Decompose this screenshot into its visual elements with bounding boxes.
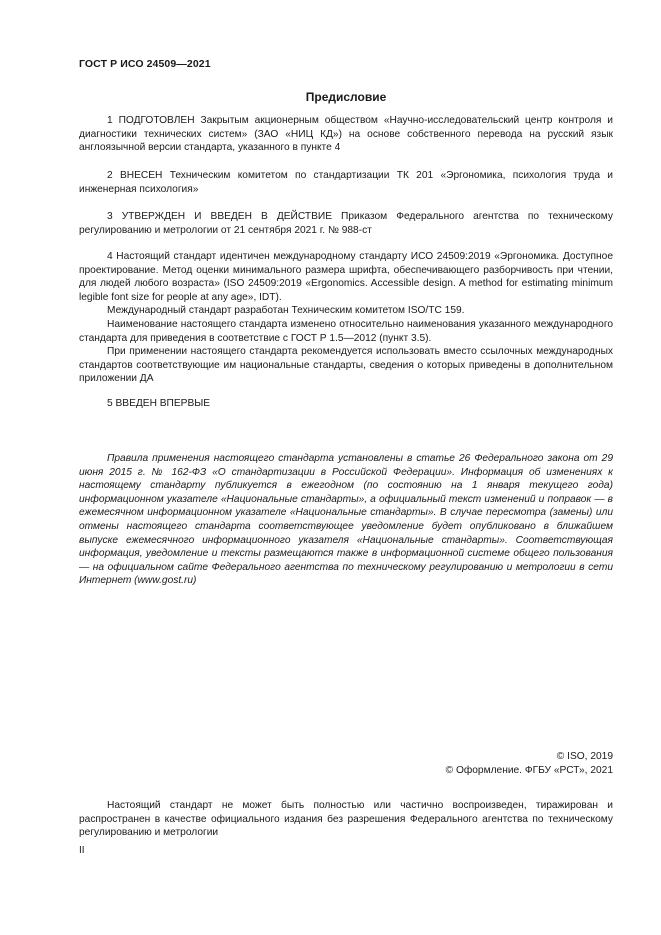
paragraph-item-4-refs: При применении настоящего стандарта рекомендуется использовать вместо ссылочных международных стандартов соответствующие им национальные стандарты, сведения о которых приведены в дополнительном приложении ДА [79, 346, 613, 385]
paragraph-item-3: 3 УТВЕРЖДЕН И ВВЕДЕН В ДЕЙСТВИЕ Приказом Федерального агентства по техническому регулированию и метрологии от 21 сентября 2021 г. № 988-ст [79, 211, 613, 236]
paragraph-item-4-tc: Международный стандарт разработан Техническим комитетом ISO/TC 159. [107, 305, 465, 316]
copyright-rst: © Оформление. ФГБУ «РСТ», 2021 [445, 765, 613, 776]
paragraph-item-1: 1 ПОДГОТОВЛЕН Закрытым акционерным обществом «Научно-исследовательский центр контроля и диагностики технических систем» (ЗАО «НИЦ КД») на основе собственного перевода на русский язык англоязычной версии стандарта, указанного в пункте 4 [79, 115, 613, 154]
reproduction-notice: Настоящий стандарт не может быть полностью или частично воспроизведен, тиражирован и распространен в качестве официального издания без разрешения Федерального агентства по техническому регулированию и метрологии [79, 800, 613, 839]
section-title: Предисловие [305, 90, 387, 104]
paragraph-item-4: 4 Настоящий стандарт идентичен международному стандарту ИСО 24509:2019 «Эргономика. Доступное проектирование. Метод оценки минимального размера шрифта, обеспечивающего разборчивость при чтении, для людей любого возраста» (ISO 24509:2019 «Ergonomics. Accessible design. A method for estimating minimum legible font size for people at any age», IDT). [79, 251, 613, 303]
paragraph-item-2: 2 ВНЕСЕН Техническим комитетом по стандартизации ТК 201 «Эргономика, психология труда и инженерная психология» [79, 170, 613, 195]
document-header: ГОСТ Р ИСО 24509—2021 [79, 58, 211, 70]
copyright-iso: © ISO, 2019 [556, 751, 613, 762]
notice-paragraph: Правила применения настоящего стандарта установлены в статье 26 Федерального закона от 29 июня 2015 г. № 162-ФЗ «О стандартизации в Российской Федерации». Информация об изменениях к настоящему стандарту публикуется в ежегодном (по состоянию на 1 января текущего года) информационном указателе «Национальные стандарты», а официальный текст изменений и поправок — в ежемесячном информационном указателе «Национальные стандарты». В случае пересмотра (замены) или отмены настоящего стандарта соответствующее уведомление будет опубликовано в ближайшем выпуске ежемесячного информационного указателя «Национальные стандарты». Соответствующая информация, уведомление и тексты размещаются также в информационной системе общего пользования — на официальном сайте Федерального агентства по техническому регулированию и метрологии в сети Интернет (www.gost.ru) [79, 453, 613, 587]
paragraph-item-4-name: Наименование настоящего стандарта изменено относительно наименования указанного международного стандарта для приведения в соответствие с ГОСТ Р 1.5—2012 (пункт 3.5). [79, 319, 613, 344]
page-number: II [79, 845, 85, 856]
paragraph-item-5: 5 ВВЕДЕН ВПЕРВЫЕ [107, 398, 211, 409]
